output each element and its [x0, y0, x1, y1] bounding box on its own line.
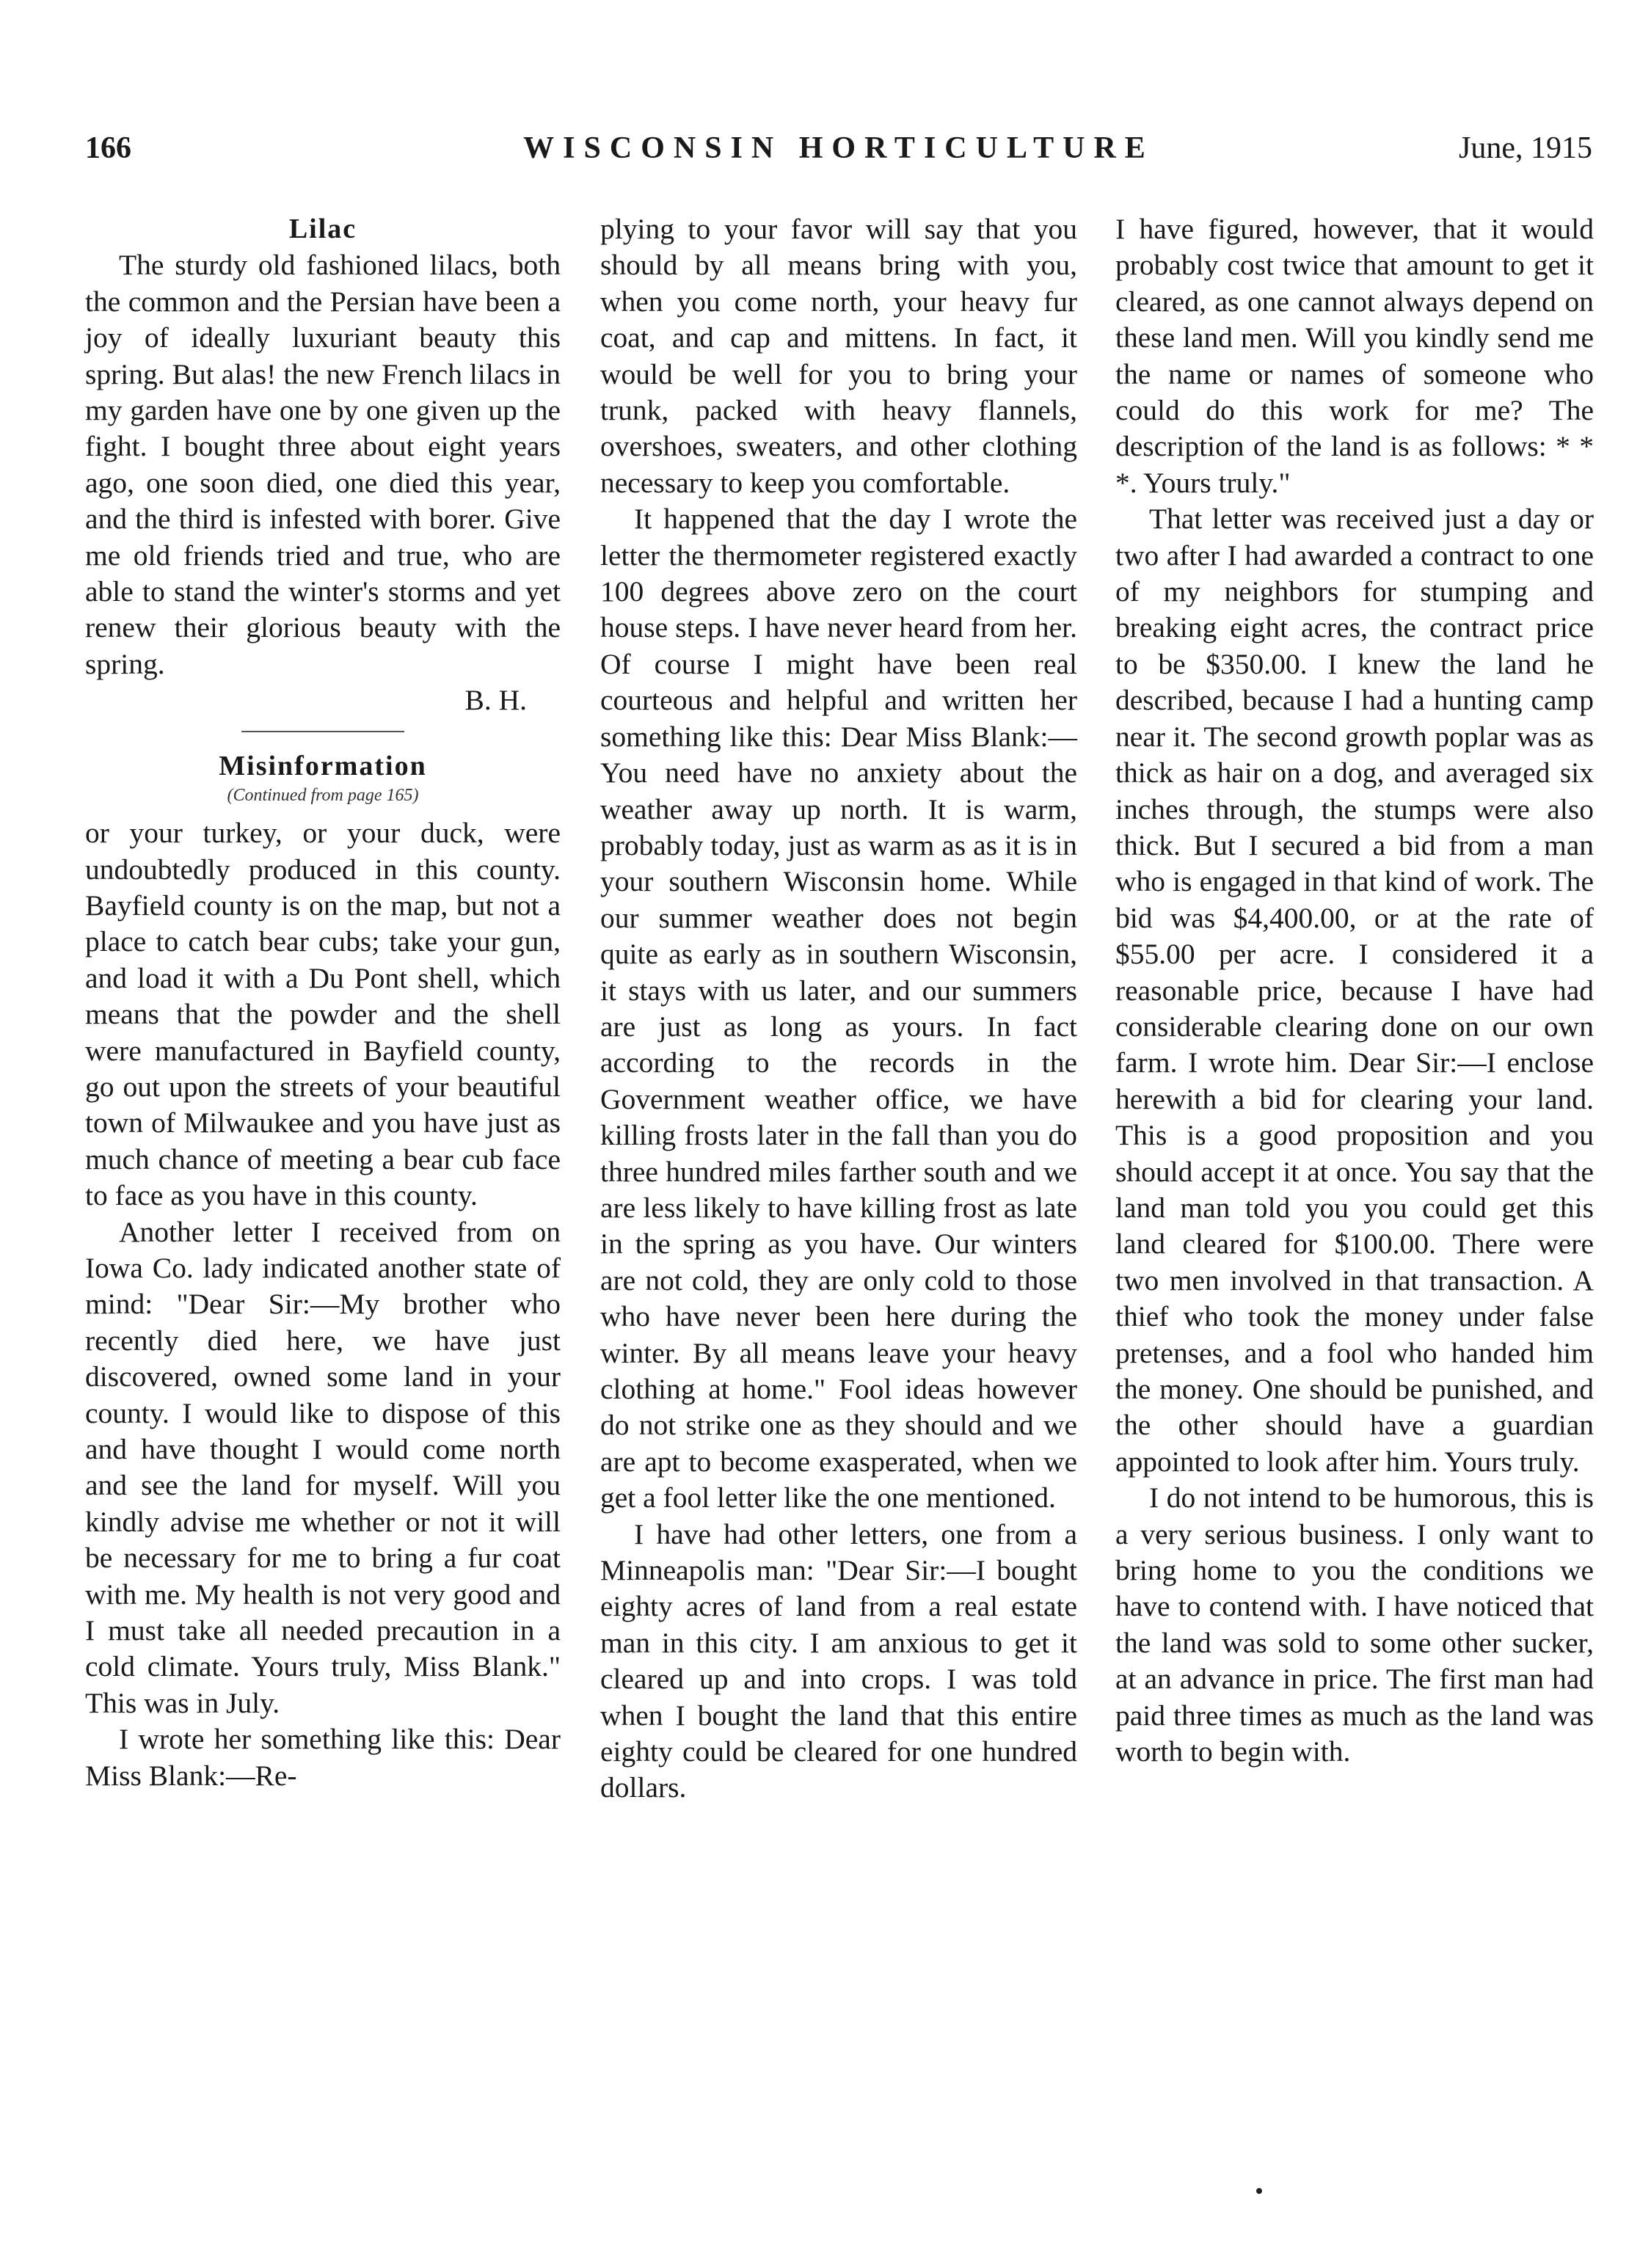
section-divider: [241, 731, 404, 732]
journal-title: WISCONSIN HORTICULTURE: [523, 131, 1154, 165]
running-head: [85, 131, 1592, 175]
article-paragraph: I wrote her something like this: Dear Miss Blank:—Re-: [85, 1723, 561, 1792]
page-number: 166: [85, 131, 131, 165]
article-paragraph: I have had other letters, one from a Minneapolis man: "Dear Sir:—I bought eighty acres of land from a real estate man in this city. I am anxious to get it cleared up and into crops. I was told when I bought the land that this entire eighty could be cleared for one hundred dollars.: [600, 1517, 1077, 1804]
article-paragraph: It happened that the day I wrote the letter the thermometer registered exactly 100 degrees above zero on the court house steps. I have never heard from her. Of course I might have been real courteous and helpful and written her something like this: Dear Miss Blank:—You need have no anxiety about the weather away up north. It is warm, probably today, just as warm as as it is in your southern Wisconsin home. While our summer weather does not begin quite as early as in southern Wisconsin, it stays with us later, and our summers are just as long as yours. In fact according to the records in the Government weather office, we have killing frosts later in the fall than you do three hundred miles farther south and we are less likely to have killing frost as late in the spring as you have. Our winters are not cold, they are only cold to those who have never been here during the winter. By all means leave your heavy clothing at home." Fool ideas however do not strike one as they should and we are apt to become exasperated, when we get a fool letter like the one mentioned.: [600, 503, 1077, 1514]
article-paragraph: or your turkey, or your duck, were undoubtedly produced in this county. Bayfield county is on the map, but not a place to catch bear cubs; take your gun, and load it with a Du Pont shell, which means that the powder and the shell were manufactured in Bayfield county, go out upon the streets of your beautiful town of Milwaukee and you have just as much chance of meeting a bear cub face to face as you have in this county.: [85, 817, 561, 1212]
article-paragraph: That letter was received just a day or two after I had awarded a contract to one of my neighbors for stumping and breaking eight acres, the contract price to be $350.00. I knew the land he described, because I had a hunting camp near it. The second growth poplar was as thick as hair on a dog, and averaged six inches through, the stumps were also thick. But I secured a bid from a man who is engaged in that kind of work. The bid was $4,400.00, or at the rate of $55.00 per acre. I considered it a reasonable price, because I have had considerable clearing done on our own farm. I wrote him. Dear Sir:—I enclose herewith a bid for clearing your land. This is a good proposition and you should accept it at once. You say that the land man told you you could get this land cleared for $100.00. There were two men involved in that transaction. A thief who took the money under false pretenses, and a fool who handed him the money. One should be punished, and the other should have a guardian appointed to look after him. Yours truly.: [1115, 503, 1594, 1478]
column-3: [1115, 211, 1594, 1770]
printer-mark: [1256, 2188, 1262, 2194]
article-paragraph: I do not intend to be humorous, this is a very serious business. I only want to bring home to you the conditions we have to contend with. I have noticed that the land was sold to some other sucker, at an advance in price. The first man had paid three times as much as the land was worth to begin with.: [1115, 1481, 1594, 1768]
column-1: [85, 211, 561, 1794]
article-paragraph: I have figured, however, that it would probably cost twice that amount to get it cleared, as one cannot always depend on these land men. Will you kindly send me the name or names of someone who could do this work for me? The description of the land is as follows: * * *. Yours truly.": [1115, 213, 1594, 499]
article-paragraph: Another letter I received from on Iowa Co. lady indicated another state of mind: "Dear Sir:—My brother who recently died here, we have just discovered, owned some land in your county. I would like to dispose of this and have thought I would come north and see the land for myself. Will you kindly advise me whether or not it will be necessary for me to bring a fur coat with me. My health is not very good and I must take all needed precaution in a cold climate. Yours truly, Miss Blank." This was in July.: [85, 1215, 561, 1719]
lilac-paragraph: The sturdy old fashioned lilacs, both the common and the Persian have been a joy of ideally luxuriant beauty this spring. But alas! the new French lilacs in my garden have one by one given up the fight. I bought three about eight years ago, one soon died, one died this year, and the third is infested with borer. Give me old friends tried and true, who are able to stand the winter's storms and yet renew their glorious beauty with the spring.: [85, 249, 561, 680]
lilac-heading: Lilac: [288, 214, 357, 244]
continued-note: (Continued from page 165): [227, 786, 419, 806]
issue-date: June, 1915: [1459, 131, 1592, 165]
column-2: [600, 211, 1077, 1806]
article-paragraph: plying to your favor will say that you should by all means bring with you, when you come north, your heavy fur coat, and cap and mittens. In fact, it would be well for you to bring your trunk, packed with heavy flannels, overshoes, sweaters, and other clothing necessary to keep you comfortable.: [600, 213, 1077, 499]
misinformation-heading: Misinformation: [219, 750, 427, 781]
lilac-signature: B. H.: [464, 684, 527, 717]
